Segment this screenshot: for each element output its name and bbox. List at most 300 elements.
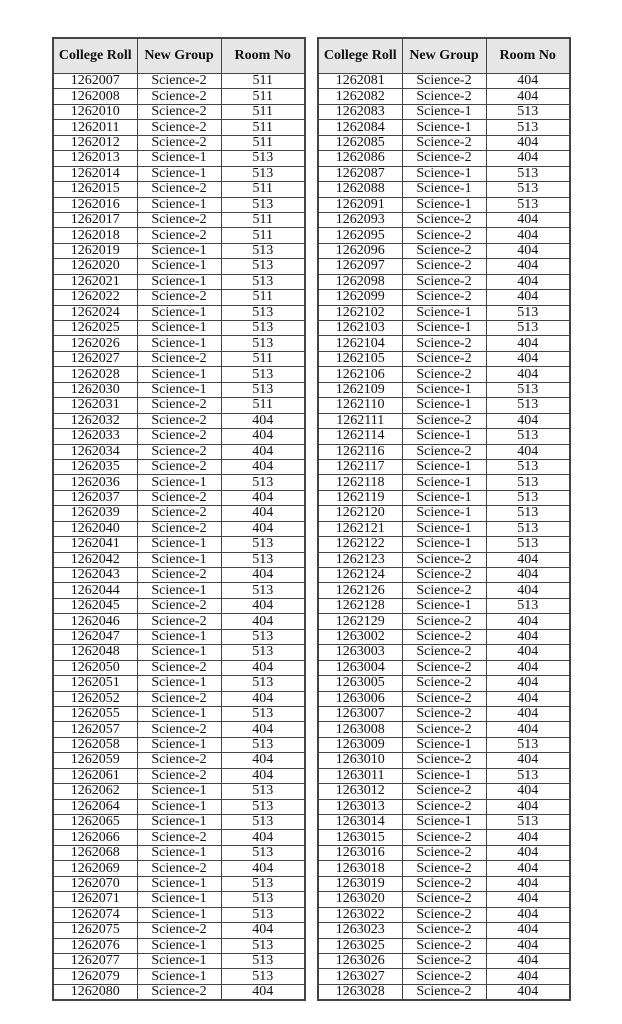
table-row [53,598,305,613]
room-no-cell: 513 [221,259,305,274]
table-row [318,614,570,629]
new-group-cell: Science-1 [137,583,221,598]
college-roll-cell: 1262047 [53,629,137,644]
room-no-cell: 404 [486,336,570,351]
table-row [318,552,570,567]
room-allocation-table-left [52,37,306,1001]
room-no-cell: 404 [221,568,305,583]
new-group-cell: Science-2 [402,861,486,876]
room-no-cell: 513 [486,490,570,505]
table-row [53,830,305,845]
table-row [318,737,570,752]
table-row [318,197,570,212]
table-row [53,568,305,583]
room-no-cell: 404 [486,413,570,428]
new-group-cell: Science-1 [137,243,221,258]
table-row [53,429,305,444]
new-group-cell: Science-1 [137,274,221,289]
new-group-cell: Science-1 [402,321,486,336]
new-group-cell: Science-2 [137,104,221,119]
table-row [53,861,305,876]
table-row [53,969,305,984]
new-group-cell: Science-1 [137,784,221,799]
room-no-cell: 513 [486,768,570,783]
table-row [53,243,305,258]
table-row [318,830,570,845]
college-roll-cell: 1262032 [53,413,137,428]
room-no-cell: 404 [486,660,570,675]
table-row [318,104,570,119]
college-roll-cell: 1263019 [318,876,402,891]
new-group-cell: Science-1 [137,382,221,397]
college-roll-cell: 1262013 [53,151,137,166]
new-group-cell: Science-2 [402,984,486,1000]
new-group-cell: Science-2 [402,568,486,583]
new-group-cell: Science-1 [137,737,221,752]
room-no-cell: 513 [221,876,305,891]
new-group-cell: Science-1 [402,815,486,830]
room-no-cell: 404 [486,274,570,289]
room-no-cell: 513 [486,429,570,444]
new-group-cell: Science-1 [137,845,221,860]
room-no-cell: 513 [221,382,305,397]
college-roll-cell: 1262011 [53,120,137,135]
new-group-cell: Science-2 [402,938,486,953]
table-row [318,243,570,258]
college-roll-cell: 1262124 [318,568,402,583]
new-group-cell: Science-2 [137,290,221,305]
room-no-cell: 404 [486,830,570,845]
new-group-cell: Science-1 [137,907,221,922]
new-group-cell: Science-2 [137,598,221,613]
room-no-cell: 513 [221,537,305,552]
college-roll-cell: 1262040 [53,521,137,536]
table-row [318,274,570,289]
new-group-cell: Science-2 [137,459,221,474]
room-no-cell: 513 [221,321,305,336]
college-roll-cell: 1262122 [318,537,402,552]
room-no-cell: 404 [221,459,305,474]
room-no-cell: 513 [221,243,305,258]
room-no-cell: 513 [486,506,570,521]
table-row [318,969,570,984]
table-row [53,182,305,197]
new-group-cell: Science-2 [402,830,486,845]
college-roll-cell: 1262120 [318,506,402,521]
table-row [53,953,305,968]
new-group-cell: Science-1 [137,799,221,814]
table-row [318,336,570,351]
table-row [318,583,570,598]
table-row [318,321,570,336]
college-roll-cell: 1262012 [53,135,137,150]
college-roll-cell: 1262109 [318,382,402,397]
table-row [318,367,570,382]
college-roll-cell: 1262036 [53,475,137,490]
college-roll-cell: 1262106 [318,367,402,382]
table-row [53,753,305,768]
college-roll-cell: 1263015 [318,830,402,845]
room-no-cell: 511 [221,135,305,150]
college-roll-cell: 1262076 [53,938,137,953]
table-row [53,413,305,428]
college-roll-cell: 1263007 [318,706,402,721]
table-row [53,984,305,1000]
table-row [318,645,570,660]
room-no-cell: 404 [486,938,570,953]
college-roll-cell: 1263023 [318,923,402,938]
college-roll-cell: 1263025 [318,938,402,953]
table-row [53,737,305,752]
room-no-cell: 513 [486,120,570,135]
new-group-cell: Science-2 [137,429,221,444]
college-roll-cell: 1262014 [53,166,137,181]
table-row [53,305,305,320]
room-no-cell: 511 [221,398,305,413]
new-group-cell: Science-1 [137,259,221,274]
room-no-cell: 404 [486,259,570,274]
new-group-cell: Science-2 [137,568,221,583]
table-row [53,938,305,953]
new-group-cell: Science-2 [402,784,486,799]
new-group-cell: Science-2 [137,861,221,876]
college-roll-cell: 1262077 [53,953,137,968]
college-roll-cell: 1262034 [53,444,137,459]
college-roll-cell: 1262095 [318,228,402,243]
college-roll-cell: 1262128 [318,598,402,613]
college-roll-cell: 1262104 [318,336,402,351]
new-group-cell: Science-1 [137,197,221,212]
room-no-cell: 513 [221,845,305,860]
new-group-cell: Science-1 [137,969,221,984]
table-row [318,676,570,691]
new-group-cell: Science-2 [137,506,221,521]
new-group-cell: Science-1 [137,676,221,691]
college-roll-cell: 1262051 [53,676,137,691]
table-row [318,568,570,583]
room-no-cell: 513 [221,676,305,691]
new-group-cell: Science-2 [402,629,486,644]
room-no-cell: 511 [221,290,305,305]
room-no-cell: 404 [221,614,305,629]
table-row [53,367,305,382]
table-header [318,38,570,74]
college-roll-cell: 1262111 [318,413,402,428]
college-roll-cell: 1262055 [53,706,137,721]
room-no-cell: 513 [221,583,305,598]
header-new-group: New Group [137,38,221,74]
college-roll-cell: 1262058 [53,737,137,752]
room-no-cell: 513 [486,104,570,119]
table-row [53,89,305,104]
room-no-cell: 513 [486,182,570,197]
college-roll-cell: 1262075 [53,923,137,938]
college-roll-cell: 1262039 [53,506,137,521]
new-group-cell: Science-1 [402,166,486,181]
new-group-cell: Science-2 [402,953,486,968]
table-row [53,660,305,675]
college-roll-cell: 1263026 [318,953,402,968]
room-no-cell: 404 [486,923,570,938]
table-row [53,907,305,922]
college-roll-cell: 1263016 [318,845,402,860]
college-roll-cell: 1262050 [53,660,137,675]
college-roll-cell: 1262024 [53,305,137,320]
new-group-cell: Science-2 [402,892,486,907]
room-no-cell: 404 [486,845,570,860]
table-row [318,907,570,922]
college-roll-cell: 1262119 [318,490,402,505]
new-group-cell: Science-1 [137,336,221,351]
room-no-cell: 511 [221,120,305,135]
room-no-cell: 404 [486,351,570,366]
college-roll-cell: 1262007 [53,74,137,89]
room-no-cell: 404 [486,691,570,706]
table-row [318,537,570,552]
table-row [318,892,570,907]
room-no-cell: 513 [486,475,570,490]
new-group-cell: Science-1 [402,490,486,505]
table-row [318,799,570,814]
new-group-cell: Science-2 [402,259,486,274]
new-group-cell: Science-1 [402,120,486,135]
college-roll-cell: 1263006 [318,691,402,706]
college-roll-cell: 1262123 [318,552,402,567]
room-no-cell: 404 [486,89,570,104]
new-group-cell: Science-1 [402,398,486,413]
college-roll-cell: 1262074 [53,907,137,922]
room-no-cell: 513 [486,197,570,212]
new-group-cell: Science-2 [402,845,486,860]
room-no-cell: 404 [486,228,570,243]
table-row [53,351,305,366]
room-no-cell: 404 [486,892,570,907]
college-roll-cell: 1262033 [53,429,137,444]
room-no-cell: 513 [221,737,305,752]
table-body [318,74,570,1001]
new-group-cell: Science-1 [402,459,486,474]
table-row [318,953,570,968]
new-group-cell: Science-2 [402,212,486,227]
table-row [318,938,570,953]
room-no-cell: 404 [221,598,305,613]
new-group-cell: Science-1 [402,429,486,444]
table-row [53,799,305,814]
room-allocation-table-right [317,37,571,1001]
room-no-cell: 404 [486,953,570,968]
college-roll-cell: 1262093 [318,212,402,227]
college-roll-cell: 1263002 [318,629,402,644]
room-no-cell: 513 [221,336,305,351]
room-no-cell: 513 [221,892,305,907]
room-no-cell: 513 [221,552,305,567]
college-roll-cell: 1262019 [53,243,137,258]
college-roll-cell: 1262008 [53,89,137,104]
table-row [53,583,305,598]
new-group-cell: Science-2 [137,228,221,243]
new-group-cell: Science-2 [402,351,486,366]
new-group-cell: Science-2 [402,367,486,382]
room-no-cell: 513 [221,197,305,212]
table-row [318,506,570,521]
college-roll-cell: 1262018 [53,228,137,243]
new-group-cell: Science-2 [137,923,221,938]
college-roll-cell: 1262062 [53,784,137,799]
college-roll-cell: 1263003 [318,645,402,660]
table-row [318,815,570,830]
table-row [318,660,570,675]
college-roll-cell: 1262042 [53,552,137,567]
college-roll-cell: 1262059 [53,753,137,768]
room-no-cell: 404 [486,984,570,1000]
new-group-cell: Science-2 [137,135,221,150]
table-row [318,413,570,428]
new-group-cell: Science-2 [402,413,486,428]
new-group-cell: Science-2 [137,89,221,104]
table-row [53,74,305,89]
college-roll-cell: 1262118 [318,475,402,490]
new-group-cell: Science-2 [137,691,221,706]
table-row [318,984,570,1000]
new-group-cell: Science-2 [402,660,486,675]
table-row [318,259,570,274]
room-no-cell: 404 [486,784,570,799]
new-group-cell: Science-2 [402,228,486,243]
new-group-cell: Science-1 [402,537,486,552]
room-no-cell: 513 [221,166,305,181]
table-row [53,151,305,166]
table-row [318,598,570,613]
table-row [53,290,305,305]
room-no-cell: 404 [221,768,305,783]
college-roll-cell: 1262027 [53,351,137,366]
header-new-group: New Group [402,38,486,74]
room-no-cell: 404 [486,552,570,567]
room-no-cell: 404 [486,876,570,891]
room-no-cell: 511 [221,89,305,104]
college-roll-cell: 1263009 [318,737,402,752]
room-no-cell: 404 [486,444,570,459]
new-group-cell: Science-1 [402,506,486,521]
college-roll-cell: 1262048 [53,645,137,660]
college-roll-cell: 1262031 [53,398,137,413]
room-no-cell: 404 [486,135,570,150]
college-roll-cell: 1262114 [318,429,402,444]
college-roll-cell: 1262103 [318,321,402,336]
table-row [53,197,305,212]
college-roll-cell: 1262057 [53,722,137,737]
room-no-cell: 404 [221,923,305,938]
table-row [318,861,570,876]
college-roll-cell: 1262110 [318,398,402,413]
table-row [53,398,305,413]
new-group-cell: Science-1 [137,892,221,907]
header-college-roll: College Roll [53,38,137,74]
room-no-cell: 513 [486,382,570,397]
college-roll-cell: 1262071 [53,892,137,907]
room-no-cell: 404 [486,74,570,89]
room-no-cell: 513 [221,367,305,382]
college-roll-cell: 1262037 [53,490,137,505]
college-roll-cell: 1263014 [318,815,402,830]
table-row [53,104,305,119]
college-roll-cell: 1262117 [318,459,402,474]
table-body [53,74,305,1001]
table-row [318,444,570,459]
college-roll-cell: 1262081 [318,74,402,89]
college-roll-cell: 1262126 [318,583,402,598]
new-group-cell: Science-1 [402,104,486,119]
table-row [318,182,570,197]
table-row [318,74,570,89]
table-row [53,923,305,938]
room-no-cell: 404 [221,444,305,459]
room-no-cell: 404 [486,583,570,598]
table-row [53,876,305,891]
room-no-cell: 404 [221,722,305,737]
new-group-cell: Science-2 [137,212,221,227]
table-row [318,521,570,536]
new-group-cell: Science-2 [402,907,486,922]
room-no-cell: 404 [486,799,570,814]
room-no-cell: 511 [221,74,305,89]
room-no-cell: 404 [486,722,570,737]
room-no-cell: 513 [221,799,305,814]
room-no-cell: 513 [221,475,305,490]
college-roll-cell: 1262045 [53,598,137,613]
college-roll-cell: 1263004 [318,660,402,675]
college-roll-cell: 1263022 [318,907,402,922]
college-roll-cell: 1262020 [53,259,137,274]
table-row [53,259,305,274]
table-row [318,429,570,444]
college-roll-cell: 1262098 [318,274,402,289]
college-roll-cell: 1263028 [318,984,402,1000]
new-group-cell: Science-2 [402,799,486,814]
room-no-cell: 513 [221,969,305,984]
college-roll-cell: 1262035 [53,459,137,474]
new-group-cell: Science-1 [402,182,486,197]
header-room-no: Room No [221,38,305,74]
college-roll-cell: 1263012 [318,784,402,799]
table-row [53,892,305,907]
table-row [318,923,570,938]
college-roll-cell: 1262105 [318,351,402,366]
new-group-cell: Science-2 [402,74,486,89]
table-row [53,645,305,660]
room-no-cell: 511 [221,104,305,119]
room-no-cell: 404 [486,907,570,922]
new-group-cell: Science-1 [402,382,486,397]
room-no-cell: 513 [486,521,570,536]
college-roll-cell: 1262085 [318,135,402,150]
new-group-cell: Science-2 [137,490,221,505]
college-roll-cell: 1263005 [318,676,402,691]
new-group-cell: Science-2 [402,135,486,150]
new-group-cell: Science-1 [137,151,221,166]
college-roll-cell: 1262022 [53,290,137,305]
new-group-cell: Science-2 [402,676,486,691]
table-row [318,120,570,135]
room-no-cell: 513 [221,907,305,922]
new-group-cell: Science-2 [402,876,486,891]
table-row [53,768,305,783]
new-group-cell: Science-2 [402,151,486,166]
room-no-cell: 513 [221,784,305,799]
new-group-cell: Science-1 [137,938,221,953]
college-roll-cell: 1262069 [53,861,137,876]
table-row [318,398,570,413]
